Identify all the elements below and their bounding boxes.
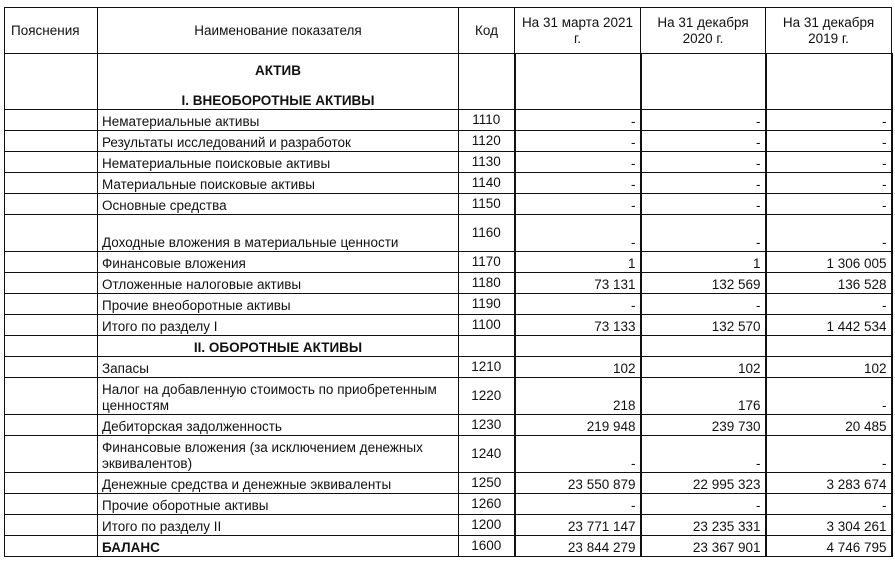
explanations-cell [5,110,98,131]
table-body [5,54,892,557]
table-row [5,315,892,336]
value-cell: - [641,173,766,194]
row-name: Нематериальные активы [98,110,459,131]
value-cell: 23 771 147 [515,515,641,536]
row-name: Дебиторская задолженность [98,415,459,436]
header-explanations: Пояснения [5,8,98,54]
value-cell: - [766,215,892,252]
explanations-cell [5,194,98,215]
value-cell: - [641,110,766,131]
row-name: БАЛАНС [98,536,459,557]
value-cell: 176 [641,378,766,415]
table-row [5,536,892,557]
value-cell: - [515,294,641,315]
explanations-cell [5,473,98,494]
explanations-cell [5,54,98,110]
header-mar2021: На 31 марта 2021 г. [515,8,641,54]
value-cell [641,54,766,110]
row-code: 1180 [459,273,515,294]
section-noncurrent-heading-row [5,54,892,110]
header-dec2020: На 31 декабря 2020 г. [641,8,766,54]
table-row [5,294,892,315]
row-name: Прочие внеоборотные активы [98,294,459,315]
table-row [5,494,892,515]
value-cell [766,54,892,110]
value-cell: 22 995 323 [641,473,766,494]
row-code: 1150 [459,194,515,215]
explanations-cell [5,252,98,273]
value-cell: 23 550 879 [515,473,641,494]
value-cell: - [515,215,641,252]
header-row [5,8,892,54]
row-code: 1130 [459,152,515,173]
value-cell: 23 844 279 [515,536,641,557]
value-cell: - [515,152,641,173]
value-cell: 73 133 [515,315,641,336]
value-cell: - [766,378,892,415]
table-row [5,378,892,415]
row-name: Основные средства [98,194,459,215]
value-cell: - [515,173,641,194]
code-cell [459,54,515,110]
section-noncurrent-heading-label: I. ВНЕОБОРОТНЫЕ АКТИВЫ [181,93,375,108]
value-cell: 102 [766,357,892,378]
value-cell: - [766,294,892,315]
value-cell: - [641,494,766,515]
row-name: Прочие оборотные активы [98,494,459,515]
row-name: Итого по разделу I [98,315,459,336]
value-cell: - [515,110,641,131]
row-code: 1190 [459,294,515,315]
row-name: Финансовые вложения [98,252,459,273]
table-row [5,473,892,494]
value-cell: 20 485 [766,415,892,436]
row-name: Нематериальные поисковые активы [98,152,459,173]
value-cell: 136 528 [766,273,892,294]
value-cell: - [641,152,766,173]
value-cell: 218 [515,378,641,415]
value-cell: 102 [641,357,766,378]
row-code: 1170 [459,252,515,273]
row-code: 1140 [459,173,515,194]
value-cell: - [515,131,641,152]
value-cell: 219 948 [515,415,641,436]
value-cell: 1 306 005 [766,252,892,273]
table-row [5,252,892,273]
value-cell: 132 569 [641,273,766,294]
table-row [5,215,892,252]
value-cell [766,336,892,357]
row-name: Доходные вложения в материальные ценности [98,215,459,252]
row-code: 1240 [459,436,515,473]
value-cell: - [766,173,892,194]
table-row [5,110,892,131]
row-name: Результаты исследований и разработок [98,131,459,152]
value-cell: - [766,131,892,152]
section-noncurrent-heading [98,54,459,110]
table-row [5,194,892,215]
value-cell: - [515,494,641,515]
row-code: 1230 [459,415,515,436]
explanations-cell [5,315,98,336]
value-cell: 4 746 795 [766,536,892,557]
explanations-cell [5,515,98,536]
row-name: Финансовые вложения (за исключением денежных эквивалентов) [98,436,459,473]
section-current-heading-row [5,336,892,357]
explanations-cell [5,215,98,252]
value-cell: 1 [515,252,641,273]
table-row [5,131,892,152]
explanations-cell [5,415,98,436]
row-code: 1210 [459,357,515,378]
explanations-cell [5,494,98,515]
section-current-heading-label: II. ОБОРОТНЫЕ АКТИВЫ [193,340,363,355]
explanations-cell [5,294,98,315]
value-cell: 3 283 674 [766,473,892,494]
value-cell [641,336,766,357]
section-current-heading [98,336,459,357]
row-name: Запасы [98,357,459,378]
explanations-cell [5,536,98,557]
explanations-cell [5,378,98,415]
value-cell [515,54,641,110]
explanations-cell [5,436,98,473]
value-cell: 3 304 261 [766,515,892,536]
explanations-cell [5,357,98,378]
row-code: 1600 [459,536,515,557]
value-cell: - [515,436,641,473]
value-cell: 23 235 331 [641,515,766,536]
value-cell: 1 [641,252,766,273]
code-cell [459,336,515,357]
value-cell: - [766,194,892,215]
table-row [5,357,892,378]
aktiv-label: АКТИВ [254,63,302,78]
table-row [5,173,892,194]
row-code: 1100 [459,315,515,336]
value-cell: - [641,215,766,252]
header-code: Код [459,8,515,54]
value-cell: - [515,194,641,215]
explanations-cell [5,173,98,194]
value-cell: - [766,494,892,515]
header-dec2019: На 31 декабря 2019 г. [766,8,892,54]
value-cell: 1 442 534 [766,315,892,336]
row-code: 1220 [459,378,515,415]
table-row [5,515,892,536]
row-name: Денежные средства и денежные эквиваленты [98,473,459,494]
row-name: Отложенные налоговые активы [98,273,459,294]
header-name: Наименование показателя [98,8,459,54]
value-cell: - [641,436,766,473]
explanations-cell [5,131,98,152]
value-cell: 132 570 [641,315,766,336]
value-cell: - [641,294,766,315]
explanations-cell [5,273,98,294]
row-name: Итого по разделу II [98,515,459,536]
row-code: 1120 [459,131,515,152]
row-code: 1250 [459,473,515,494]
explanations-cell [5,152,98,173]
value-cell [515,336,641,357]
value-cell: - [641,194,766,215]
value-cell: - [766,152,892,173]
value-cell: 23 367 901 [641,536,766,557]
table-row [5,152,892,173]
balance-sheet-table [4,7,893,557]
table-row [5,415,892,436]
value-cell: - [766,436,892,473]
row-name: Материальные поисковые активы [98,173,459,194]
value-cell: - [766,110,892,131]
value-cell: - [641,131,766,152]
explanations-cell [5,336,98,357]
value-cell: 102 [515,357,641,378]
row-name: Налог на добавленную стоимость по приобретенным ценностям [98,378,459,415]
row-code: 1260 [459,494,515,515]
table-row [5,273,892,294]
value-cell: 73 131 [515,273,641,294]
row-code: 1160 [459,215,515,252]
value-cell: 239 730 [641,415,766,436]
row-code: 1200 [459,515,515,536]
row-code: 1110 [459,110,515,131]
table-row [5,436,892,473]
